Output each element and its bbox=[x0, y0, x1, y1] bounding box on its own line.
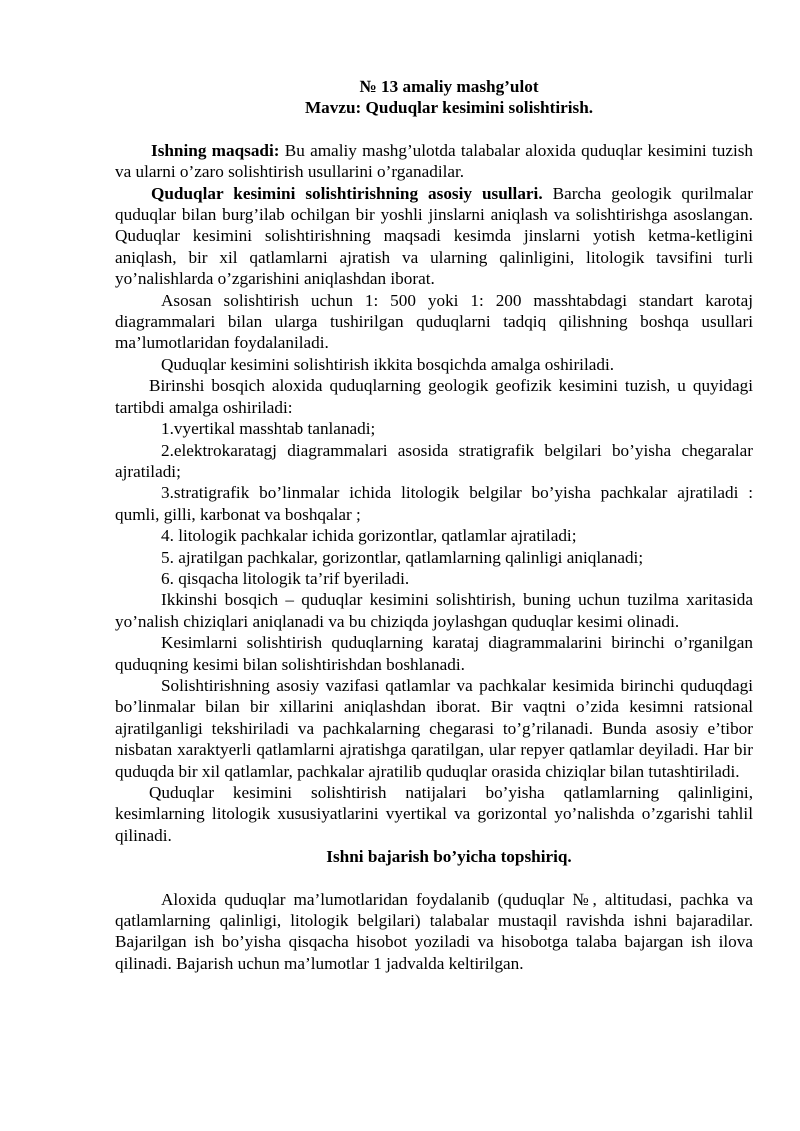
purpose-paragraph bbox=[115, 140, 753, 183]
paragraph-results: Quduqlar kesimini solishtirish natijalari bo’yisha qatlamlarning qalinligini, kesimlarning litologik xususiyatlarini vyertikal va gorizontal yo’nalishda o’zgarishi tahlil qilinadi. bbox=[115, 783, 753, 845]
list-item: 5. ajratilgan pachkalar, gorizontlar, qatlamlarning qalinligi aniqlanadi; bbox=[161, 547, 644, 567]
methods-label: Quduqlar kesimini solishtirishning asosiy usullari. bbox=[151, 183, 543, 203]
purpose-label: Ishning maqsadi: bbox=[151, 140, 280, 160]
document-page bbox=[115, 76, 753, 974]
spacer bbox=[115, 868, 753, 889]
paragraph-standard-karotaj: Asosan solishtirish uchun 1: 500 yoki 1: 200 masshtabdagi standart karotaj diagrammalari bilan ularga tushirilgan quduqlarni tadqiq qilishning boshqa usullari ma’lumotlaridan foydalaniladi. bbox=[115, 290, 753, 353]
list-item: 4. litologik pachkalar ichida gorizontlar, qatlamlar ajratiladi; bbox=[161, 526, 577, 546]
page-title-topic: Mavzu: Quduqlar kesimini solishtirish. bbox=[304, 98, 594, 118]
spacer bbox=[115, 119, 753, 140]
methods-paragraph bbox=[115, 183, 753, 290]
list-item: 3.stratigrafik bo’linmalar ichida litologik belgilar bo’yisha pachkalar ajratiladi : qumli, gilli, karbonat va boshqalar ; bbox=[115, 483, 753, 524]
purpose-text: Bu amaliy mashg’ulotda talabalar aloxida quduqlar kesimini tuzish va ularni o’zaro solishtirish usullarini o’rganadilar. bbox=[115, 140, 754, 182]
paragraph-two-stages: Quduqlar kesimini solishtirish ikkita bosqichda amalga oshiriladi. bbox=[161, 354, 615, 374]
task-heading: Ishni bajarish bo’yicha topshiriq. bbox=[326, 847, 572, 867]
list-item: 1.vyertikal masshtab tanlanadi; bbox=[161, 419, 376, 439]
list-item: 2.elektrokaratagj diagrammalari asosida stratigrafik belgilari bo’yisha chegaralar ajratiladi; bbox=[115, 440, 753, 481]
paragraph-first-stage: Birinshi bosqich aloxida quduqlarning geologik geofizik kesimini tuzish, u quyidagi tartibdi amalga oshiriladi: bbox=[115, 376, 753, 417]
paragraph-second-stage: Ikkinshi bosqich – quduqlar kesimini solishtirish, buning uchun tuzilma xaritasida yo’nalish chiziqlari aniqlanadi va bu chiziqda joylashgan quduqlar kesimi olinadi. bbox=[115, 590, 753, 631]
methods-text: Barcha geologik qurilmalar quduqlar bilan burg’ilab ochilgan bir yoshli jinslarni aniqlash va solishtirishga asoslangan. Quduqlar kesimini solishtirishning maqsadi kesimda jinslarni yotish ketma-ketligini aniqlash, bir xil qatlamlarni ajratish va ularning qalinligini, litologik tavsifini turli yo’nalishlarda o’zgarishini aniqlashdan iborat. bbox=[115, 183, 753, 289]
task-paragraph: Aloxida quduqlar ma’lumotlaridan foydalanib (quduqlar №, altitudasi, pachka va qatlamlarning qalinligi, litologik belgilari) talabalar mustaqil ravishda ishni bajaradilar. Bajarilgan ish bo’yisha qisqacha hisobot yoziladi va hisobotga talaba bajargan ish ilova qilinadi. Bajarish uchun ma’lumotlar 1 jadvalda keltirilgan. bbox=[115, 889, 753, 973]
list-item: 6. qisqacha litologik ta’rif byeriladi. bbox=[161, 568, 410, 588]
paragraph-main-task: Solishtirishning asosiy vazifasi qatlamlar va pachkalar kesimida birinchi quduqdagi bo’linmalar bilan bir xillarini aniqlashdan iborat. Bir vaqtni o’zida kesimni ratsional ajratilganligi tekshiriladi va pachkalarning chegarasi to’g’rilanadi. Bunda asosiy e’tibor nisbatan xaraktyerli qatlamlarni ajratishga qaratilgan, ular repyer qatlamlar deyiladi. Har bir quduqda bir xil qatlamlar, pachkalar ajratilib quduqlar orasida chiziqlar bilan tutashtiriladi. bbox=[115, 675, 753, 781]
paragraph-comparison-start: Kesimlarni solishtirish quduqlarning karataj diagrammalarini birinchi o’rganilgan quduqning kesimi bilan solishtirishdan boshlanadi. bbox=[115, 633, 753, 674]
page-title-number: № 13 amaliy mashg’ulot bbox=[359, 77, 539, 96]
